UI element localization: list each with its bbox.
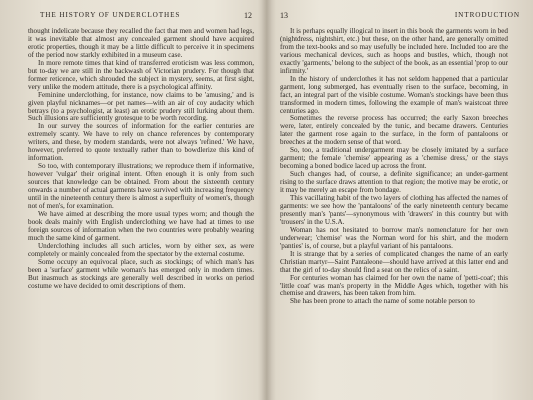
paragraph: In our survey the sources of information for the earlier centuries are extremely scanty. We have to rely on chance references by contemporary writers, and these, by modern standards, were not always 'refined.' We have, however, preferred to quote textually rather than to bowdlerize this kind of information. [28,122,254,163]
paragraph: We have aimed at describing the more usual types worn; and though the book deals mainly with English underclothing we have had at times to use foreign sources of information when the two countries were probably wearing much the same kind of garment. [28,209,254,242]
paragraph: For centuries woman has claimed for her own the name of 'petti-coat'; this 'little coat' was man's property in the Middle Ages which, together with his chemise and drawers, has been taken from him. [280,273,508,298]
running-title: THE HISTORY OF UNDERCLOTHES [40,11,181,19]
left-page-header [6,11,258,23]
left-page-body [28,28,254,290]
paragraph: This vacillating habit of the two layers of clothing has affected the names of garments: we see how the 'pantaloons' of the early nineteenth century became presently man's 'pants'—synonymous with 'drawers' in this country but with 'trousers' in the U.S.A. [280,194,508,226]
book-gutter [258,0,276,400]
page-number: 13 [280,11,288,20]
paragraph: Some occupy an equivocal place, such as stockings; of which man's has been a 'surface' garment while woman's has emerged only in modern times. But inasmuch as stockings are generally well described in works on period costume we have decided to omit descriptions of them. [28,257,254,290]
paragraph: Sometimes the reverse process has occurred; the early Saxon breeches were, later, entirely concealed by the tunic, and became drawers. Centuries later the garment rose again to the surface, in the form of pantaloons or breeches at the modern sense of that word. [280,114,508,147]
paragraph: Feminine underclothing, for instance, now claims to be 'amusing,' and is given playful nicknames—or pet names—with an air of coy audacity which betrays (to a psychologist, at least) an erotic prudery still lurking about them. Such illusions are sufficiently grotesque to be worth recording. [28,90,254,123]
running-title: INTRODUCTION [454,11,520,19]
paragraph: In more remote times that kind of transferred eroticism was less common, but to-day we are still in the backwash of Victorian prudery. For though that former reticence, which shrouded the subject in mystery, seems, at first sight, very unlike the modern attitude, there is a psychological affinity. [28,58,254,91]
paragraph: Underclothing includes all such articles, worn by either sex, as were completely or mainly concealed from the spectator by the external costume. [28,241,254,258]
paragraph: It is strange that by a series of complicated changes the name of an early Christian martyr—Saint Pantaleone—should have arrived at this latter end and that the girl of to-day should find a seat on the relics of a saint. [280,249,508,274]
paragraph: Such changes had, of course, a definite significance; an under-garment rising to the surface draws attention to that region; the motive may be erotic, or it may be merely an escape from bondage. [280,170,508,195]
paragraph: thought indelicate because they recalled the fact that men and women had legs, it was inevitable that almost any concealed garment should have acquired erotic properties, though it may be a little difficult to perceive it in specimens of the period now starkly exhibited in a museum case. [28,27,254,59]
paragraph: Woman has not hesitated to borrow man's nomenclature for her own underwear; 'chemise' was the Norman word for his shirt, and the modern 'panties' is, of course, but a playful variant of his pantaloons. [280,225,508,250]
left-page [6,0,258,400]
paragraph: She has been prone to attach the name of some notable person to [290,297,475,306]
paragraph: So too, with contemporary illustrations; we reproduce them if informative, however 'vulgar' their original intent. Often enough it is only from such sources that knowledge can be obtained. From about the sixteenth century onwards a number of actual garments have survived with increasing frequency until in the nineteenth century there is almost a superfluity of women's, though not of men's, for examination. [28,162,254,210]
page-number: 12 [244,11,252,20]
paragraph: It is perhaps equally illogical to insert in this book the garments worn in bed (nightdress, nightshirt, etc.) but these, on the other hand, are generally omitted from the text-books and so may usefully be included here. Included too are the various mechanical devices, such as hoops and bustles, which, though not exactly 'garments,' belong to the subject of the book, as an essential 'prop to our infirmity.' [280,27,508,75]
right-page [276,0,528,400]
paragraph: In the history of underclothes it has not seldom happened that a particular garment, long submerged, has eventually risen to the surface, becoming, in fact, an integral part of the visible costume. Woman's stockings have been thus transformed in modern times, following the example of man's waistcoat three centuries ago. [280,74,508,115]
right-page-header [276,11,528,23]
paragraph: So, too, a traditional undergarment may be closely imitated by a surface garment; the female 'chemise' appearing as a 'chemise dress,' or the stays becoming a boned bodice laced up across the front. [280,146,508,171]
right-page-body [280,28,508,306]
